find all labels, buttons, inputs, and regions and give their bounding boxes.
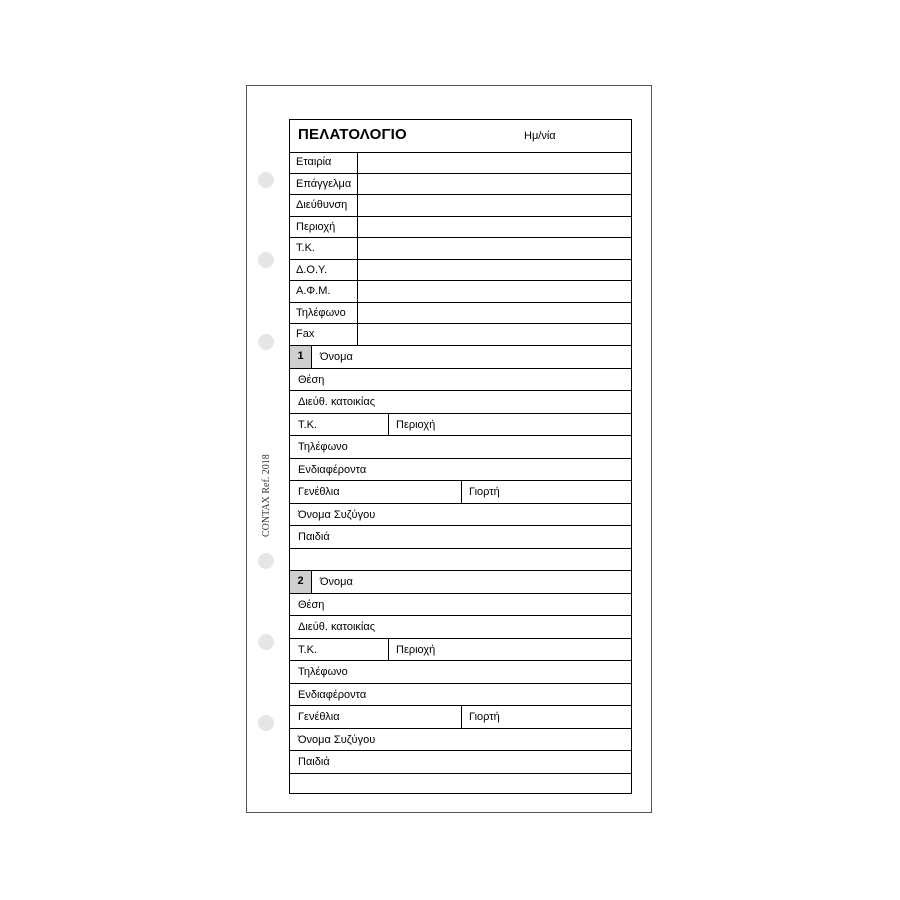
divider	[461, 481, 462, 503]
divider	[357, 217, 358, 237]
field-label: Εταιρία	[296, 156, 332, 168]
divider	[357, 324, 358, 345]
contact-row[interactable]	[290, 369, 631, 391]
divider	[388, 639, 389, 660]
field-label: Τηλέφωνο	[296, 307, 346, 319]
divider	[357, 152, 358, 173]
contact-row[interactable]	[290, 504, 631, 526]
field-label: Τηλέφωνο	[298, 666, 348, 678]
field-label: Fax	[296, 328, 315, 340]
field-label: Διεύθυνση	[296, 199, 348, 211]
field-label: Όνομα	[320, 576, 353, 588]
contact-row[interactable]	[290, 526, 631, 549]
planner-sheet	[246, 85, 652, 813]
contact-row[interactable]	[290, 751, 631, 774]
field-label: Ενδιαφέροντα	[298, 689, 367, 701]
contact-row[interactable]	[290, 414, 631, 436]
contact-row[interactable]	[290, 661, 631, 684]
field-label: Περιοχή	[396, 419, 436, 431]
contact-blank-row[interactable]	[290, 549, 631, 571]
field-label: Ενδιαφέροντα	[298, 464, 367, 476]
divider	[357, 281, 358, 302]
form-header	[290, 120, 631, 153]
field-label: Παιδιά	[298, 531, 330, 543]
field-label: Διεύθ. κατοικίας	[298, 396, 376, 408]
contact-row[interactable]	[290, 706, 631, 729]
contact-name-row[interactable]	[290, 346, 631, 369]
company-row[interactable]	[290, 238, 631, 260]
contact-row[interactable]	[290, 616, 631, 639]
field-label: Γιορτή	[469, 711, 500, 723]
contact-row[interactable]	[290, 639, 631, 661]
contact-number-badge: 2	[290, 571, 312, 593]
company-row[interactable]	[290, 152, 631, 174]
punch-hole	[258, 715, 274, 731]
field-label: Τηλέφωνο	[298, 441, 348, 453]
field-label: Γιορτή	[469, 486, 500, 498]
field-label: Γενέθλια	[298, 486, 340, 498]
field-label: Θέση	[298, 599, 325, 611]
contact-name-row[interactable]	[290, 571, 631, 594]
field-label: Παιδιά	[298, 756, 330, 768]
customer-form	[289, 119, 632, 794]
field-label: Όνομα	[320, 351, 353, 363]
field-label: Τ.Κ.	[296, 242, 315, 254]
company-row[interactable]	[290, 174, 631, 195]
field-label: Α.Φ.Μ.	[296, 285, 331, 297]
field-label: Περιοχή	[396, 644, 436, 656]
contact-row[interactable]	[290, 481, 631, 504]
punch-hole	[258, 252, 274, 268]
punch-hole	[258, 172, 274, 188]
contact-blank-row[interactable]	[290, 774, 631, 793]
contact-row[interactable]	[290, 684, 631, 706]
punch-hole	[258, 334, 274, 350]
field-label: Περιοχή	[296, 221, 336, 233]
field-label: Τ.Κ.	[298, 419, 317, 431]
divider	[357, 238, 358, 259]
punch-hole	[258, 634, 274, 650]
contact-number-badge: 1	[290, 346, 312, 368]
company-row[interactable]	[290, 324, 631, 346]
company-row[interactable]	[290, 303, 631, 324]
field-label: Διεύθ. κατοικίας	[298, 621, 376, 633]
divider	[357, 174, 358, 194]
field-label: Γενέθλια	[298, 711, 340, 723]
company-row[interactable]	[290, 217, 631, 238]
divider	[357, 260, 358, 280]
date-label: Ημ/νία	[524, 130, 556, 142]
contact-row[interactable]	[290, 391, 631, 414]
contact-row[interactable]	[290, 436, 631, 459]
contact-row[interactable]	[290, 459, 631, 481]
form-title: ΠΕΛΑΤΟΛΟΓΙΟ	[298, 126, 407, 143]
field-label: Δ.Ο.Υ.	[296, 264, 328, 276]
divider	[388, 414, 389, 435]
field-label: Όνομα Συζύγου	[298, 734, 376, 746]
field-label: Επάγγελμα	[296, 178, 352, 190]
company-row[interactable]	[290, 281, 631, 303]
divider	[357, 195, 358, 216]
field-label: Τ.Κ.	[298, 644, 317, 656]
contact-row[interactable]	[290, 729, 631, 751]
divider	[357, 303, 358, 323]
company-row[interactable]	[290, 195, 631, 217]
company-row[interactable]	[290, 260, 631, 281]
field-label: Θέση	[298, 374, 325, 386]
contact-row[interactable]	[290, 594, 631, 616]
divider	[461, 706, 462, 728]
field-label: Όνομα Συζύγου	[298, 509, 376, 521]
brand-reference: CONTAX Ref. 2018	[261, 454, 272, 538]
